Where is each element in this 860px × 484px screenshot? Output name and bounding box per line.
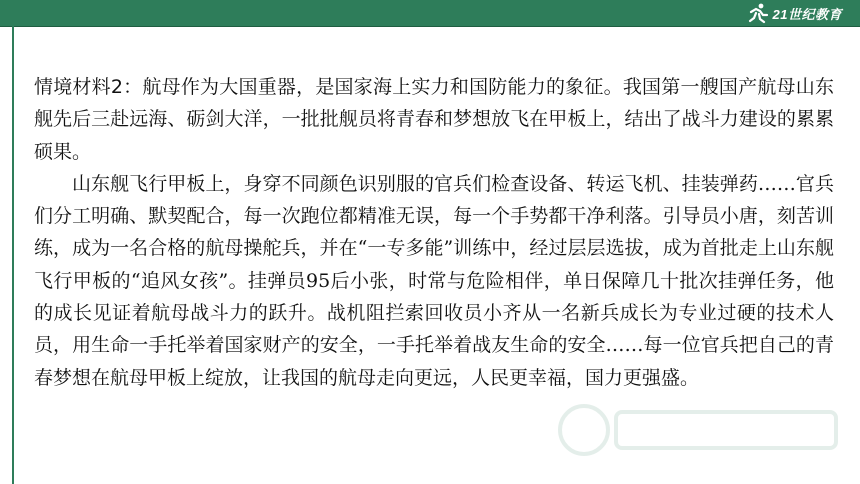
material-label: 情境材料2： bbox=[34, 76, 143, 98]
paragraph-2: 山东舰飞行甲板上，身穿不同颜色识别服的官兵们检查设备、转运飞机、挂装弹药……官兵们分工明确、默契配合，每一次跑位都精准无误，每一个手势都干净利落。引导员小唐，刻苦训练，成为一名合格的航母操舵兵，并在“一专多能”训练中，经过层层选拔，成为首批走上山东舰飞行甲板的“追风女孩”。挂弹员95后小张，时常与危险相伴，单日保障几十批次挂弹任务，他的成长见证着航母战斗力的跃升。战机阻拦索回收员小齐从一名新兵成长为专业过硬的技术人员，用生命一手托举着国家财产的安全，一手托举着战友生命的安全……每一位官兵把自己的青春梦想在航母甲板上绽放，让我国的航母走向更远，人民更幸福，国力更强盛。 bbox=[34, 172, 834, 389]
header-bar bbox=[0, 0, 860, 27]
side-accent-line bbox=[12, 26, 14, 484]
paragraph-1-text: 航母作为大国重器，是国家海上实力和国防能力的象征。我国第一艘国产航母山东舰先后三赴远海、砺剑大洋，一批批舰员将青春和梦想放飞在甲板上，结出了战斗力建设的累累硕果。 bbox=[34, 76, 834, 163]
watermark-logo-icon bbox=[556, 402, 846, 458]
logo-text: 21世纪教育 bbox=[772, 6, 842, 22]
material-text bbox=[34, 71, 834, 394]
paragraph-1 bbox=[34, 71, 834, 168]
runner-logo-icon bbox=[747, 2, 769, 24]
logo bbox=[747, 2, 842, 24]
